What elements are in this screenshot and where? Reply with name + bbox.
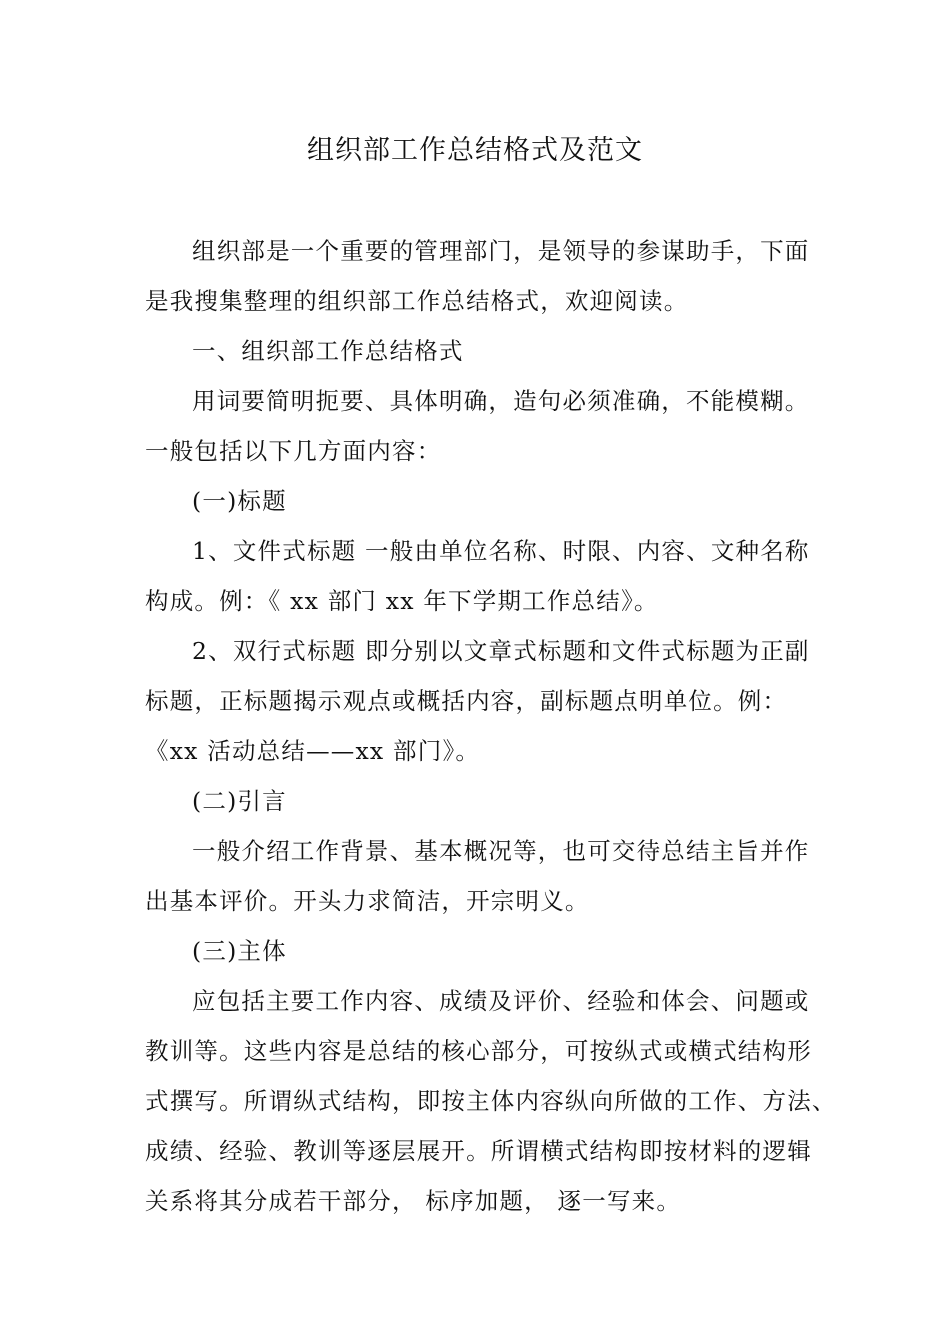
text-line: 出基本评价。开头力求简洁，开宗明义。 xyxy=(145,887,590,915)
text-line: 组织部是一个重要的管理部门，是领导的参谋助手，下面 xyxy=(192,237,810,265)
text-line: 教训等。这些内容是总结的核心部分，可按纵式或横式结构形 xyxy=(145,1037,812,1065)
text-line: 应包括主要工作内容、成绩及评价、经验和体会、问题或 xyxy=(192,987,810,1015)
document-title: 组织部工作总结格式及范文 xyxy=(307,135,643,166)
document-body xyxy=(145,228,837,1228)
text-line: 一般介绍工作背景、基本概况等，也可交待总结主旨并作 xyxy=(192,837,810,865)
section-heading: 一、组织部工作总结格式 xyxy=(192,337,464,365)
text-line: 一般包括以下几方面内容： xyxy=(145,437,442,465)
subsection-heading: (二)引言 xyxy=(192,787,287,815)
text-line: 式撰写。所谓纵式结构，即按主体内容纵向所做的工作、方法、 xyxy=(145,1087,837,1115)
subsection-heading: (三)主体 xyxy=(192,937,287,965)
text-line: 1、文件式标题 一般由单位名称、时限、内容、文种名称 xyxy=(192,537,810,565)
text-line: 标题，正标题揭示观点或概括内容，副标题点明单位。例： xyxy=(145,687,788,715)
text-line: 《xx 活动总结——xx 部门》。 xyxy=(145,737,481,765)
text-line: 构成。例：《 xx 部门 xx 年下学期工作总结》。 xyxy=(145,587,659,615)
text-line: 2、双行式标题 即分别以文章式标题和文件式标题为正副 xyxy=(192,637,810,665)
text-line: 关系将其分成若干部分， 标序加题， 逐一写来。 xyxy=(145,1187,682,1215)
text-line: 成绩、经验、教训等逐层展开。所谓横式结构即按材料的逻辑 xyxy=(145,1137,812,1165)
text-line: 用词要简明扼要、具体明确，造句必须准确，不能模糊。 xyxy=(192,387,810,415)
text-line: 是我搜集整理的组织部工作总结格式，欢迎阅读。 xyxy=(145,287,689,315)
subsection-heading: (一)标题 xyxy=(192,487,287,515)
